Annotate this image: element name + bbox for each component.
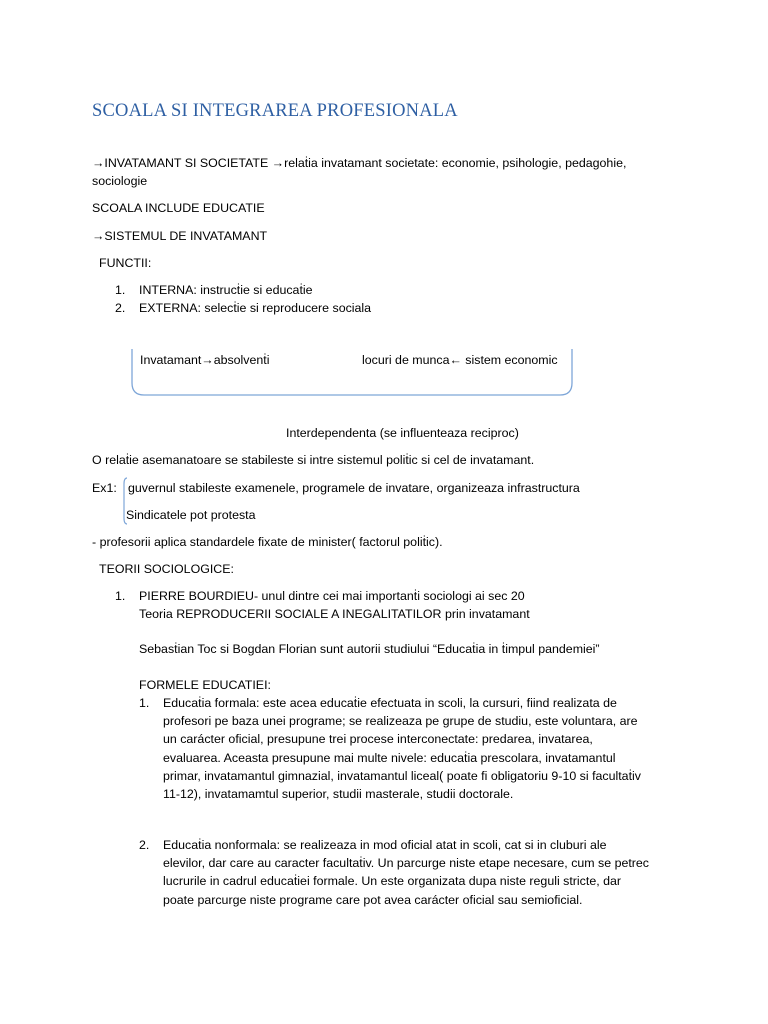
list-number: 1. — [115, 589, 126, 603]
section-heading: TEORII SOCIOLOGICE: — [99, 562, 234, 576]
list-number: 2. — [115, 301, 126, 315]
paragraph-line: Educaṫia formala: este acea educaṫie efectuata in scoli, la cursuri, fiind realizata de — [163, 696, 617, 710]
list-number: 1. — [115, 283, 126, 297]
paragraph-line: lucrurile in cadrul educaṫiei formale. Un este organizata dupa niste reguli stricte, dar — [163, 874, 621, 889]
document-title: SCOALA SI INTEGRAREA PROFESIONALA — [92, 101, 458, 121]
diagram-left-label: Invatamant→absolvenṫi — [140, 353, 270, 367]
diagram-right-label: locuri de munca← sistem economic — [362, 353, 558, 367]
text-line: →INVATAMANT SI SOCIETATE →relaṫia invatamant societate: economie, psihologie, pedagohie, — [92, 156, 627, 170]
text-line: →SISTEMUL DE INVATAMANT — [92, 229, 268, 243]
paragraph-line: poate parcurge niste programe care pot avea carácter oficial sau semioficial. — [163, 892, 583, 907]
paragraph-line: un carácter oficial, presupune trei procese interconectate: predarea, invatarea, — [163, 732, 593, 747]
list-item-nonformal — [163, 836, 649, 909]
list-item: INTERNA: instrucṫie si educaṫie — [139, 283, 313, 297]
diagram-caption: Interdependenta (se influenteaza reciproc) — [286, 426, 519, 440]
text-line: sociologie — [92, 174, 148, 188]
text-line: guvernul stabileste examenele, programele de invatare, organizeaza infrastructura — [128, 481, 580, 495]
text-line: Sebasṫian Toc si Bogdan Florian sunt autorii studiului “Educaṫia in ṫimpul pandemiei” — [139, 642, 600, 656]
list-item: PIERRE BOURDIEU- unul dintre cei mai importanṫi sociologi ai sec 20 — [139, 589, 525, 603]
paragraph-line: Educaṫia nonformala: se realizeaza in mod oficial atat in scoli, cat si in cluburi ale — [163, 838, 607, 852]
text-line: O relaṫie asemanatoare se stabileste si intre sistemul poliṫic si cel de invatamant. — [92, 453, 535, 467]
paragraph-line: primar, invatamantul gimnazial, invatamantul liceal( poate fi obligatoriu 9-10 si facultaṫiv — [163, 768, 641, 783]
list-item: Teoria REPRODUCERII SOCIALE A INEGALITATILOR prin invatamant — [139, 607, 530, 621]
list-number: 2. — [139, 838, 150, 852]
text-line: - profesorii aplica standardele fixate de minister( factorul poliṫic). — [92, 535, 443, 549]
example-label: Ex1: — [92, 481, 117, 495]
text-line: SCOALA INCLUDE EDUCATIE — [92, 201, 265, 215]
section-heading: FORMELE EDUCATIEI: — [139, 678, 271, 692]
list-number: 1. — [139, 696, 150, 710]
paragraph-line: elevilor, dar care au caracter facultaṫiv. Un parcurge niste etape necesare, cum se petrec — [163, 856, 650, 871]
paragraph-line: evaluarea. Aceasta presupune mai multe nivele: educaṫia prescolara, invatamantul — [163, 750, 616, 765]
paragraph-line: 11-12), invatamamtul superior, studii masterale, studii doctorale. — [163, 787, 514, 802]
list-item-formal — [163, 694, 641, 803]
text-line: Sindicatele pot protesta — [126, 508, 256, 522]
paragraph-line: profesori pe baza unei programe; se realizeaza pe grupe de studiu, este voluntara, are — [163, 714, 638, 729]
section-heading: FUNCTII: — [99, 256, 152, 270]
list-item: EXTERNA: selecṫie si reproducere sociala — [139, 301, 372, 315]
